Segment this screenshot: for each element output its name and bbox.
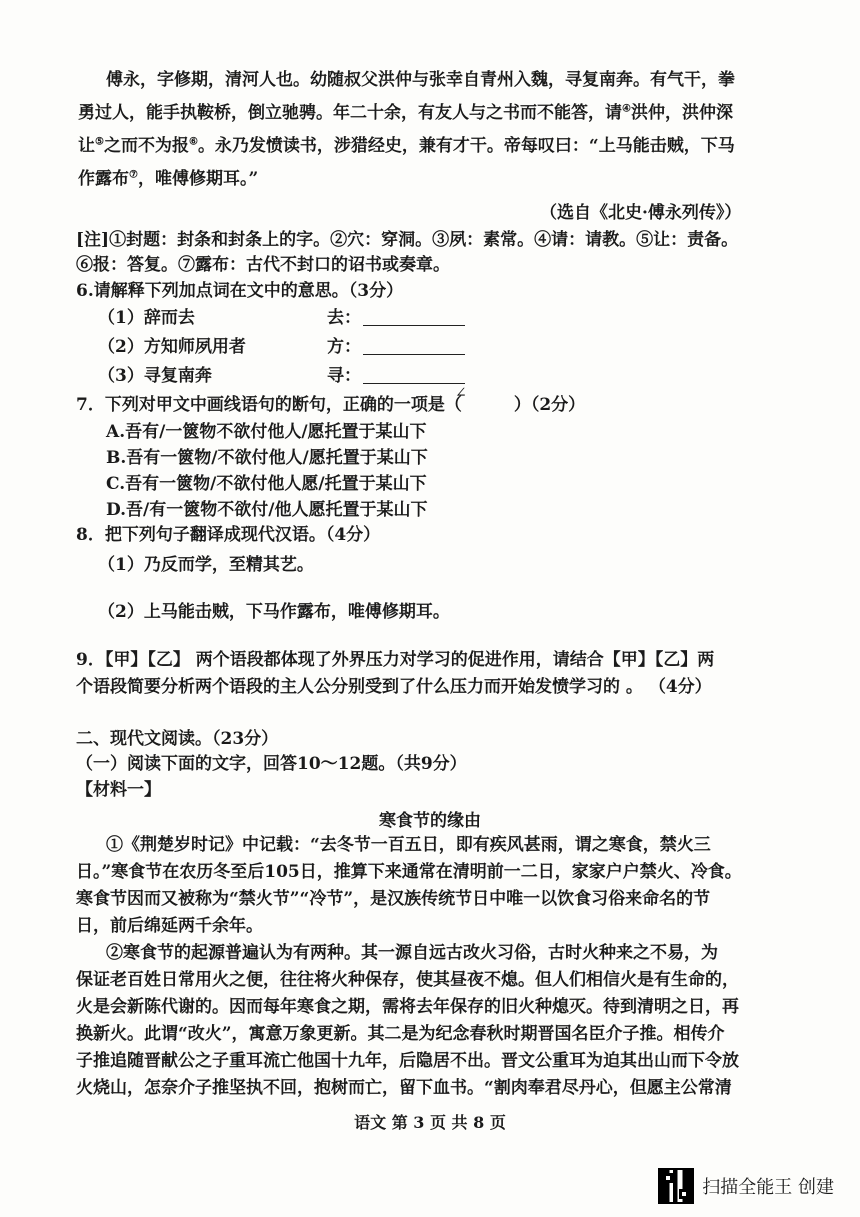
paragraph-2-line: 火烧山，怎奈介子推坚执不回，抱树而亡，留下血书。“割肉奉君尽丹心，但愿主公常清 [76, 1078, 732, 1098]
answer-blank[interactable] [363, 336, 465, 355]
q6-stem: 6.请解释下列加点词在文中的意思。（3分） [76, 281, 404, 301]
answer-blank[interactable] [363, 365, 465, 384]
notes-line-2: ⑥报：答复。⑦露布：古代不封口的诏书或奏章。 [76, 255, 450, 275]
passage-line-4 [78, 167, 258, 191]
passage-text: 洪仲，洪仲深 [630, 103, 733, 123]
q7-stem [76, 393, 585, 417]
paragraph-1-line: ①《荆楚岁时记》中记载：“去冬节一百五日，即有疾风甚雨，谓之寒食，禁火三 [106, 835, 711, 855]
qr-code-icon [658, 1168, 694, 1204]
answer-blank[interactable] [363, 307, 465, 326]
scanner-watermark [658, 1168, 834, 1204]
passage-text: 作露布 [78, 169, 129, 189]
q6-item-3: （3）寻复南奔 [98, 366, 212, 386]
q7-option-b: B.吾有一篋物/不欲付他人/愿托置于某山下 [106, 448, 428, 468]
passage-line-3 [78, 134, 735, 158]
passage-source: （选自《北史·傅永列传》） [540, 203, 742, 223]
page-footer: 语文 第 3 页 共 8 页 [354, 1113, 506, 1132]
q8-item-1: （1）乃反而学，至精其艺。 [98, 555, 314, 575]
watermark-text: 扫描全能王 创建 [702, 1177, 834, 1198]
passage-text: ，唯傅修期耳。” [137, 169, 259, 189]
footnote-marker: ④ [622, 103, 631, 115]
q6-item-2: （2）方知师夙用者 [98, 337, 246, 357]
paragraph-2-line: ②寒食节的起源普遍认为有两种。其一源自远古改火习俗，古时火种来之不易，为 [106, 943, 718, 963]
notes-line-1: [注]①封题：封条和封条上的字。②穴：穿洞。③夙：素常。④请：请教。⑤让：责备。 [76, 230, 739, 250]
paragraph-1-line: 寒食节因而又被称为“禁火节”“冷节”，是汉族传统节日中唯一以饮食习俗来命名的节 [76, 889, 711, 909]
q6-item-1: （1）辞而去 [98, 308, 195, 328]
passage-line-1: 傅永，字修期，清河人也。幼随叔父洪仲与张幸自青州入魏，寻复南奔。有气干，拳 [106, 70, 735, 90]
paragraph-2-line: 子推追随晋献公之子重耳流亡他国十九年，后隐居不出。晋文公重耳为迫其出山而下令放 [76, 1051, 739, 1071]
section-heading: 二、现代文阅读。（23分） [76, 729, 279, 749]
q9-line-1: 9．【甲】【乙】 两个语段都体现了外界压力对学习的促进作用，请结合【甲】【乙】两 [76, 650, 715, 670]
q9-line-2: 个语段简要分析两个语段的主人公分别受到了什么压力而开始发愤学习的 。 （4分） [76, 677, 712, 697]
q8-stem: 8．把下列句子翻译成现代汉语。（4分） [76, 525, 381, 545]
q7-option-d: D.吾/有一篋物不欲付/他人愿托置于某山下 [106, 500, 428, 520]
q6-answer-3[interactable] [327, 364, 465, 388]
answer-label: 方： [327, 337, 361, 357]
paragraph-2-line: 保证老百姓日常用火之便，往往将火种保存，使其昼夜不熄。但人们相信火是有生命的， [76, 970, 739, 990]
q7-option-c: C.吾有一篋物/不欲付他人愿/托置于某山下 [106, 474, 427, 494]
q7-stem-score: ）（2分） [513, 395, 586, 415]
passage-text: 。永乃发愤读书，涉猎经史，兼有才干。帝每叹曰：“上马能击贼，下马 [197, 136, 735, 156]
paragraph-1-line: 日，前后绵延两千余年。 [76, 916, 263, 936]
q6-answer-1[interactable] [327, 306, 465, 330]
stray-pen-mark: ∠ [455, 385, 467, 401]
passage-text: 之而不为报 [103, 136, 189, 156]
footnote-marker: ⑦ [129, 169, 138, 181]
answer-label: 寻： [327, 366, 361, 386]
subsection-heading: （一）阅读下面的文字，回答10～12题。（共9分） [76, 754, 467, 774]
passage-line-2 [78, 101, 733, 125]
paragraph-2-line: 换新火。此谓“改火”，寓意万象更新。其二是为纪念春秋时期晋国名臣介子推。相传介 [76, 1024, 725, 1044]
q6-answer-2[interactable] [327, 335, 465, 359]
footnote-marker: ⑤ [95, 136, 104, 148]
paragraph-1-line: 日。”寒食节在农历冬至后105日，推算下来通常在清明前一二日，家家户户禁火、冷食。 [76, 862, 742, 882]
passage-text: 让 [78, 136, 95, 156]
article-title: 寒食节的缘由 [379, 811, 481, 831]
paragraph-2-line: 火是会新陈代谢的。因而每年寒食之期，需将去年保存的旧火种熄灭。待到清明之日，再 [76, 997, 739, 1017]
material-label: 【材料一】 [76, 780, 161, 800]
q7-option-a: A.吾有/一篋物不欲付他人/愿托置于某山下 [106, 422, 427, 442]
passage-text: 勇过人，能手执鞍桥，倒立驰骋。年二十余，有友人与之书而不能答，请 [78, 103, 622, 123]
footnote-marker: ⑥ [188, 136, 198, 148]
q8-item-2: （2）上马能击贼，下马作露布，唯傅修期耳。 [98, 602, 450, 622]
q7-stem-text: 7．下列对甲文中画线语句的断句，正确的一项是（ [76, 395, 462, 415]
answer-label: 去： [327, 308, 361, 328]
